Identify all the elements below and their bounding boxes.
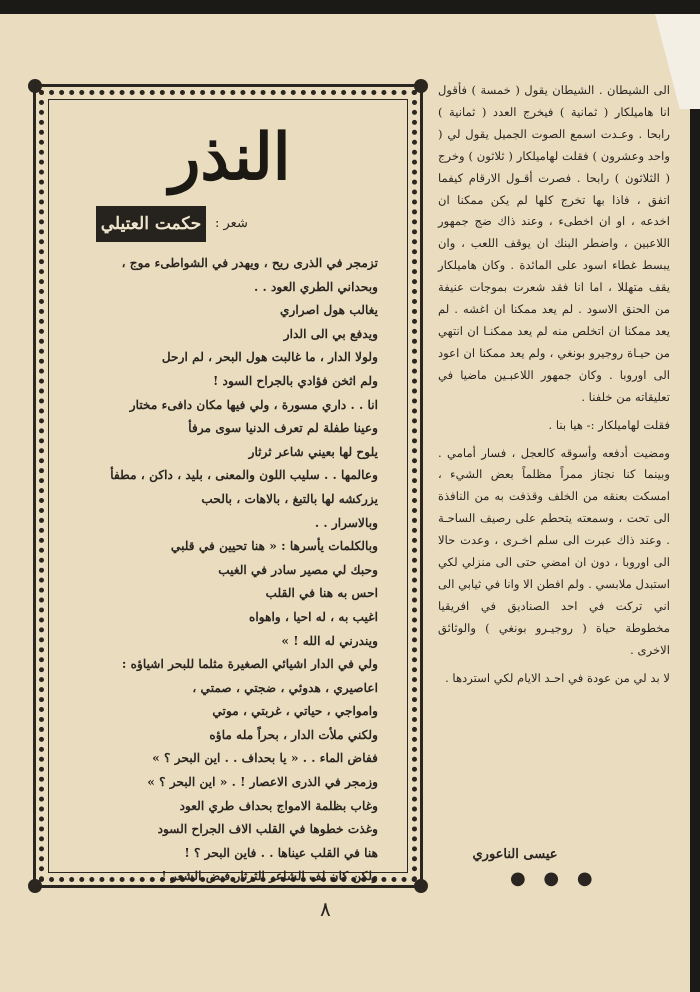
poem-line: اعاصيري ، هدوئي ، ضجتي ، صمتي ، — [192, 680, 378, 695]
story-paragraph: الى الشيطان . الشيطان يقول ( خمسة ) فأقول انا هاميلكار ( ثمانية ) فيخرج العدد ( ثمانية ) رابحا . وعـدت اسمع الصوت الجميل يقول لي ( واحد وعشرون ) فقلت لهاميلكار ( ثلاثون ) وخرج ( الثلاثون ) رابحا . فصرت أقـول الارقام كيفما اتفق ، فاذا بها تخرج كلها لم يكن ممكنا ان اخدعه ، او ان اخطىء ، وعند ذاك ضج جمهور اللاعبين ، واضطر البنك ان يوقف اللعب ، وان يبسط غطاء اسود على المائدة . وكان هاميلكار يقف متهللا ، اما انا فقد شعرت بموجات عنيفة من الحنق الاسود . لم يعد ممكنا ان اغشه . لم يعد ممكنا ان اتخلص منه لم يعد ممكنـا ان انتهي من حيـاة روجيرو بونغي ، ولم يعد ممكنا ان اعود الى اوروبا . وكان جمهور اللاعبـين ماضيا في تعليقاته من خلفنا . — [438, 83, 670, 404]
poet-name-badge: حكمت العتيلي — [96, 206, 206, 242]
poem-line: وغاب بظلمة الامواج بحداف طري العود — [179, 798, 378, 813]
poem-line: وعينا طفلة لم تعرف الدنيا سوى مرفأ — [188, 421, 378, 436]
poem-line: يلوح لها بعيني شاعر ثرثار — [248, 444, 378, 459]
poem-line: ولم اثخن فؤادي بالجراح السود ! — [212, 373, 378, 388]
frame-corner-ornament — [28, 79, 42, 93]
story-paragraph: فقلت لهاميلكار :- هيا بنا . — [548, 417, 670, 432]
poem-body — [70, 252, 378, 889]
poem-line: وامواجي ، حياتي ، غربتي ، موتي — [212, 704, 378, 719]
poem-line: ولكن كان لف الشاعر الثرثار فيض الشعر ! — [161, 869, 378, 884]
poem-line: وغذت خطوها في القلب الاف الجراح السود — [157, 822, 378, 837]
story-paragraph: لا بد لي من عودة في احـد الايام لكي استردها . — [445, 670, 670, 685]
poem-line: ففاض الماء . . « يا بحداف . . اين البحر ؟ » — [152, 751, 378, 766]
page-number: ٨ — [320, 897, 331, 921]
poem-title: النذر — [169, 120, 291, 195]
poem-line: وبالاسرار . . — [314, 515, 378, 530]
poem-line: ويدفع بي الى الدار — [283, 326, 378, 341]
poem-line: يزركشه لها بالتبغ ، بالاهات ، بالحب — [201, 491, 378, 506]
frame-corner-ornament — [28, 879, 42, 893]
author-name: عيسى الناعوري — [472, 847, 558, 862]
poem-line: وبحداني الطري العود . . — [254, 279, 378, 294]
poem-line: وزمجر في الذرى الاعصار ! . « اين البحر ؟ » — [147, 775, 378, 790]
poem-line: وعالمها . . سليب اللون والمعنى ، بليد ، داكن ، مطفأ — [110, 468, 378, 483]
poem-line: احس به هنا في القلب — [265, 586, 378, 601]
poem-line: انا . . داري مسورة ، ولي فيها مكان دافىء مختار — [129, 397, 378, 412]
poem-line: ويندرني له الله ! » — [281, 633, 378, 648]
end-mark: ● ● ● — [510, 868, 599, 889]
frame-corner-ornament — [414, 79, 428, 93]
frame-corner-ornament — [414, 879, 428, 893]
poem-line: ولكني ملأت الدار ، بحراً مله ماؤه — [209, 727, 378, 742]
poem-line: ولولا الدار ، ما غالبت هول البحر ، لم ارحل — [161, 350, 378, 365]
poem-line: اغيب به ، له احيا ، واهواه — [249, 609, 378, 624]
story-column — [438, 80, 670, 689]
poet-label: شعر : — [215, 216, 248, 231]
story-paragraph: ومضيت أدفعه وأسوقه كالعجل ، فسار أمامي . وبينما كنا نجتاز ممراً مظلماً بعض الشيء ، امسكت بعنقه من الخلف وقذفت به من النافذة الى تحت ، وسمعته يتحطم على رصيف الساحـة . وعند ذاك عبرت الى سلم اخـرى ، وعدت حالا الى اوروبا ، دون ان امضي حتى الى منزلي لكي استبدل ملابسي . ولم افطن الا وانا في ثيابي الى اني تركت في احد الصناديق في افريقيا مخطوطة حياة ( روجيـرو بونغي ) والوثائق الاخرى . — [438, 445, 670, 657]
poem-line: تزمجر في الذرى ريح ، ويهدر في الشواطىء موج ، — [121, 256, 378, 270]
poem-line: وحبك لي مصير سادر في الغيب — [218, 562, 378, 577]
poem-line: ولي في الدار اشيائي الصغيرة مثلما للبحر اشياؤه : — [121, 657, 378, 672]
poem-line: وبالكلمات يأسرها : « هنا تحيين في قلبي — [170, 539, 378, 554]
poem-line: يغالب هول اصراري — [280, 303, 378, 318]
poem-line: هنا في القلب عيناها . . فاين البحر ؟ ! — [184, 845, 378, 860]
